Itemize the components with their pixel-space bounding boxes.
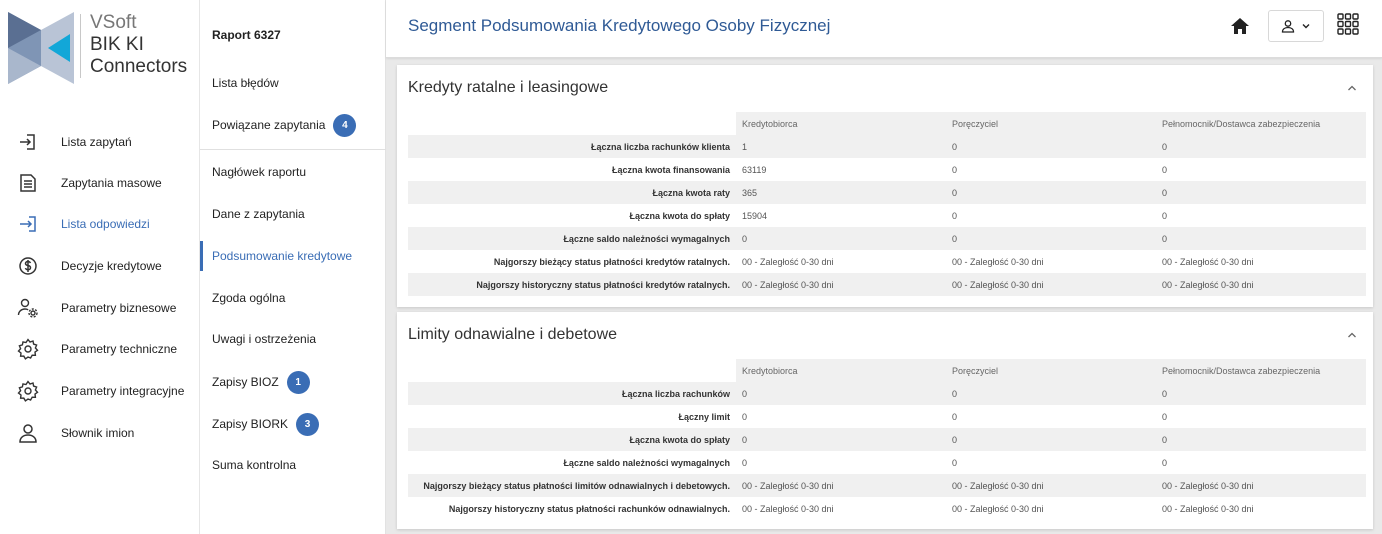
report-sidebar bbox=[200, 0, 386, 534]
report-item-powiazane-zapytania[interactable] bbox=[200, 110, 386, 140]
cell-value: 0 bbox=[1156, 135, 1366, 158]
cell-value: 0 bbox=[736, 227, 946, 250]
vsoft-logo[interactable] bbox=[8, 12, 194, 88]
sidebar-item-label: Parametry biznesowe bbox=[61, 301, 177, 315]
user-icon bbox=[1281, 19, 1295, 33]
apps-grid-button[interactable] bbox=[1336, 12, 1360, 36]
cell-value: 0 bbox=[742, 411, 748, 422]
row-label: Najgorszy historyczny status płatności kredytów ratalnych. bbox=[408, 273, 736, 296]
cell-value: 0 bbox=[946, 227, 1156, 250]
cell-value: 0 bbox=[1156, 428, 1366, 451]
report-item-zgoda-ogolna[interactable] bbox=[200, 283, 386, 313]
report-item-label: Zapisy BIOZ bbox=[212, 375, 279, 389]
report-item-naglowek-raportu[interactable] bbox=[200, 157, 386, 187]
cell-value: 00 - Zaległość 0-30 dni bbox=[1156, 273, 1366, 296]
row-label: Łączna kwota do spłaty bbox=[408, 428, 736, 451]
report-item-label: Zgoda ogólna bbox=[212, 291, 286, 305]
column-header: Pełnomocnik/Dostawca zabezpieczenia bbox=[1156, 359, 1366, 382]
table-row bbox=[408, 382, 1366, 405]
apps-grid-icon bbox=[1336, 12, 1360, 36]
row-label: Łączna liczba rachunków bbox=[408, 382, 736, 405]
table-row bbox=[408, 474, 1366, 497]
cell-value: 00 - Zaległość 0-30 dni bbox=[736, 273, 946, 296]
chevron-down-icon bbox=[1301, 21, 1311, 31]
gear-icon bbox=[16, 337, 40, 361]
chevron-up-icon[interactable] bbox=[1345, 328, 1359, 342]
cell-value: 0 bbox=[952, 164, 958, 175]
sidebar-item-lista-zapytan[interactable] bbox=[0, 124, 200, 160]
table-row bbox=[408, 227, 1366, 250]
cell-value: 00 - Zaległość 0-30 dni bbox=[742, 503, 834, 514]
row-label: Łączna liczba rachunków klienta bbox=[408, 135, 736, 158]
logo-mark-icon bbox=[8, 12, 74, 84]
cell-value: 1 bbox=[736, 135, 946, 158]
report-item-label: Podsumowanie kredytowe bbox=[212, 249, 353, 263]
table-row bbox=[408, 273, 1366, 296]
column-header: Pełnomocnik/Dostawca zabezpieczenia bbox=[1156, 112, 1366, 135]
cell-value: 0 bbox=[1156, 181, 1366, 204]
report-item-label: Lista błędów bbox=[212, 76, 279, 90]
sidebar-item-label: Słownik imion bbox=[61, 426, 135, 440]
row-label: Łączne saldo należności wymagalnych bbox=[563, 457, 730, 468]
cell-value: 00 - Zaległość 0-30 dni bbox=[952, 256, 1044, 267]
row-label: Łączna kwota do spłaty bbox=[629, 210, 730, 221]
section-title: Kredyty ratalne i leasingowe bbox=[408, 79, 609, 96]
column-header: Kredytobiorca bbox=[736, 359, 946, 382]
bulk-list-icon bbox=[16, 171, 40, 195]
logo-separator bbox=[80, 14, 81, 78]
sidebar-item-decyzje-kredytowe[interactable] bbox=[0, 248, 200, 284]
cell-value: 0 bbox=[1162, 210, 1168, 221]
row-label: Łączny limit bbox=[678, 411, 730, 422]
home-button[interactable] bbox=[1228, 14, 1252, 38]
sidebar-item-zapytania-masowe[interactable] bbox=[0, 165, 200, 201]
cell-value: 0 bbox=[946, 181, 1156, 204]
cell-value: 00 - Zaległość 0-30 dni bbox=[946, 474, 1156, 497]
page-title: Segment Podsumowania Kredytowego Osoby Fizycznej bbox=[408, 16, 831, 35]
divider bbox=[200, 149, 386, 150]
login-icon bbox=[16, 212, 40, 236]
section-limity-odnawialne bbox=[397, 312, 1373, 529]
report-item-zapisy-biork[interactable] bbox=[200, 409, 386, 439]
table-row bbox=[408, 158, 1366, 181]
sidebar-item-parametry-integracyjne[interactable] bbox=[0, 373, 200, 409]
table-row bbox=[408, 497, 1366, 520]
user-gear-icon bbox=[16, 296, 40, 320]
column-header: Poręczyciel bbox=[946, 112, 1156, 135]
table-corner bbox=[408, 359, 736, 382]
count-badge: 3 bbox=[296, 413, 319, 436]
cell-value: 0 bbox=[1156, 382, 1366, 405]
sidebar-item-parametry-techniczne[interactable] bbox=[0, 331, 200, 367]
cell-value: 365 bbox=[736, 181, 946, 204]
report-item-label: Dane z zapytania bbox=[212, 207, 305, 221]
cell-value: 0 bbox=[1162, 411, 1168, 422]
row-label: Łączna kwota finansowania bbox=[611, 164, 730, 175]
cell-value: 0 bbox=[946, 382, 1156, 405]
report-item-label: Zapisy BIORK bbox=[212, 417, 289, 431]
row-label: Najgorszy bieżący status płatności limitów odnawialnych i debetowych. bbox=[408, 474, 736, 497]
sidebar-item-label: Parametry integracyjne bbox=[61, 384, 185, 398]
table-row bbox=[408, 405, 1366, 428]
row-label: Najgorszy historyczny status płatności rachunków odnawialnych. bbox=[448, 503, 730, 514]
cell-value: 0 bbox=[1162, 164, 1168, 175]
cell-value: 15904 bbox=[742, 210, 768, 221]
count-badge: 4 bbox=[333, 114, 356, 137]
count-badge: 1 bbox=[287, 371, 310, 394]
column-header: Poręczyciel bbox=[946, 359, 1156, 382]
data-table bbox=[408, 359, 1366, 520]
sidebar-item-label: Decyzje kredytowe bbox=[61, 259, 162, 273]
sidebar-item-label: Lista odpowiedzi bbox=[61, 217, 150, 231]
report-item-suma-kontrolna[interactable] bbox=[200, 450, 386, 480]
user-menu-button[interactable] bbox=[1268, 10, 1324, 42]
table-row bbox=[408, 428, 1366, 451]
cell-value: 0 bbox=[946, 428, 1156, 451]
cell-value: 0 bbox=[742, 457, 748, 468]
cell-value: 0 bbox=[736, 382, 946, 405]
row-label: Łączna kwota raty bbox=[408, 181, 736, 204]
top-bar bbox=[386, 0, 1382, 58]
cell-value: 00 - Zaległość 0-30 dni bbox=[946, 273, 1156, 296]
money-icon bbox=[16, 254, 40, 278]
report-item-dane-z-zapytania[interactable] bbox=[200, 199, 386, 229]
cell-value: 0 bbox=[1156, 227, 1366, 250]
table-corner bbox=[408, 112, 736, 135]
row-label: Łączne saldo należności wymagalnych bbox=[408, 227, 736, 250]
report-item-label: Suma kontrolna bbox=[212, 458, 297, 472]
report-item-label: Powiązane zapytania bbox=[212, 118, 326, 132]
logo-text bbox=[90, 12, 187, 78]
cell-value: 00 - Zaległość 0-30 dni bbox=[742, 256, 834, 267]
cell-value: 00 - Zaległość 0-30 dni bbox=[1162, 503, 1254, 514]
cell-value: 0 bbox=[1162, 457, 1168, 468]
gear-icon bbox=[16, 379, 40, 403]
cell-value: 0 bbox=[946, 135, 1156, 158]
login-arrow-icon bbox=[16, 130, 40, 154]
table-row bbox=[408, 204, 1366, 227]
report-title: Raport 6327 bbox=[212, 28, 281, 42]
brand-line-1: VSoft bbox=[90, 12, 137, 33]
brand-line-3: Connectors bbox=[90, 56, 188, 77]
column-header: Kredytobiorca bbox=[736, 112, 946, 135]
cell-value: 00 - Zaległość 0-30 dni bbox=[1156, 474, 1366, 497]
sidebar-item-slownik-imion[interactable] bbox=[0, 415, 200, 451]
report-item-podsumowanie-kredytowe[interactable] bbox=[200, 241, 386, 271]
row-label: Najgorszy bieżący status płatności kredytów ratalnych. bbox=[493, 256, 730, 267]
report-item-uwagi-i-ostrzezenia[interactable] bbox=[200, 324, 386, 354]
main-content bbox=[386, 0, 1382, 534]
cell-value: 00 - Zaległość 0-30 dni bbox=[736, 474, 946, 497]
main-sidebar bbox=[0, 0, 200, 534]
report-item-lista-bledow[interactable] bbox=[200, 68, 386, 98]
table-row bbox=[408, 181, 1366, 204]
cell-value: 0 bbox=[952, 411, 958, 422]
cell-value: 00 - Zaległość 0-30 dni bbox=[1162, 256, 1254, 267]
sidebar-item-parametry-biznesowe[interactable] bbox=[0, 290, 200, 326]
cell-value: 00 - Zaległość 0-30 dni bbox=[952, 503, 1044, 514]
table-row bbox=[408, 135, 1366, 158]
report-item-label: Uwagi i ostrzeżenia bbox=[212, 332, 317, 346]
sidebar-item-lista-odpowiedzi[interactable] bbox=[0, 206, 200, 242]
sidebar-item-label: Parametry techniczne bbox=[61, 342, 178, 356]
cell-value: 0 bbox=[736, 428, 946, 451]
chevron-up-icon[interactable] bbox=[1345, 81, 1359, 95]
cell-value: 0 bbox=[952, 457, 958, 468]
sidebar-item-label: Zapytania masowe bbox=[61, 176, 162, 190]
sidebar-item-label: Lista zapytań bbox=[61, 135, 132, 149]
table-row bbox=[408, 250, 1366, 273]
home-icon bbox=[1228, 14, 1252, 38]
report-item-label: Nagłówek raportu bbox=[212, 165, 307, 179]
cell-value: 0 bbox=[952, 210, 958, 221]
cell-value: 63119 bbox=[742, 164, 767, 175]
report-item-zapisy-bioz[interactable] bbox=[200, 367, 386, 397]
brand-line-2: BIK KI bbox=[90, 34, 144, 55]
person-icon bbox=[16, 421, 40, 445]
table-row bbox=[408, 451, 1366, 474]
section-title: Limity odnawialne i debetowe bbox=[408, 326, 618, 343]
data-table bbox=[408, 112, 1366, 296]
section-kredyty-ratalne bbox=[397, 65, 1373, 307]
